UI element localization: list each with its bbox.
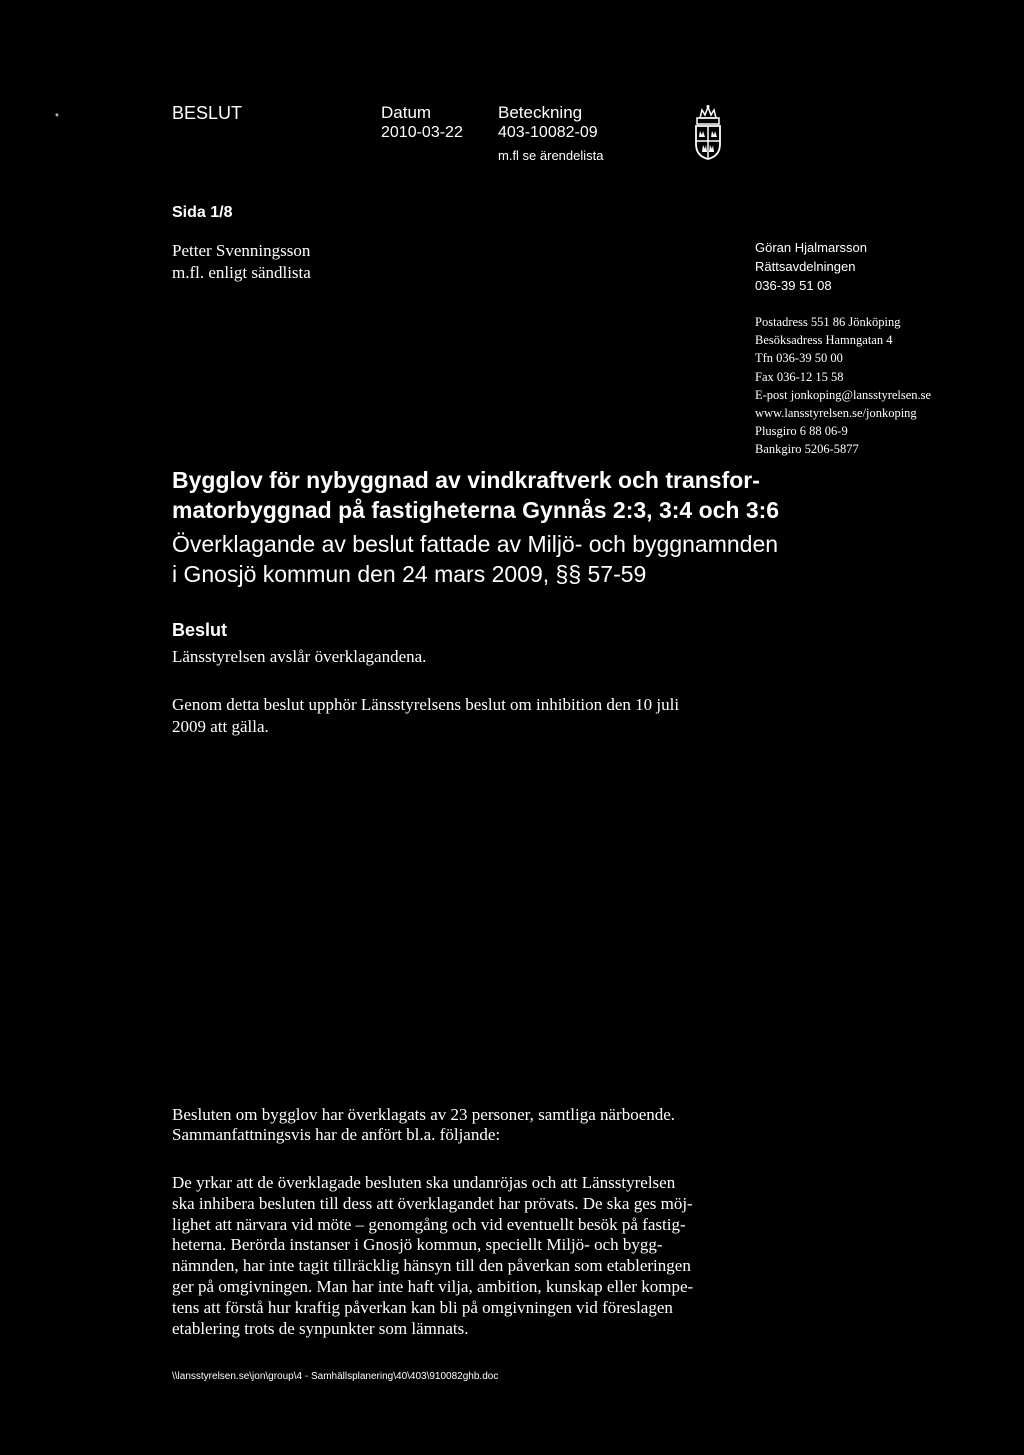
- decision-paragraph: Länsstyrelsen avslår överklagandena.: [172, 647, 427, 666]
- coat-of-arms-icon: [692, 104, 724, 160]
- contact-block: [755, 313, 931, 459]
- document-type: BESLUT: [172, 103, 243, 123]
- claims-line: nämnden, har inte tagit tillräcklig hänsyn till den påverkan som etableringen: [172, 1256, 691, 1276]
- sender-department: Rättsavdelningen: [755, 259, 856, 274]
- inhibition-line-2: 2009 att gälla.: [172, 717, 269, 736]
- document-subtitle: [172, 529, 812, 589]
- title-line-1: Bygglov för nybyggnad av vindkraftverk och transfor-: [172, 467, 760, 493]
- visit-address: Besöksadress Hamngatan 4: [755, 333, 893, 348]
- reference-value: 403-10082-09: [498, 124, 598, 141]
- claims-paragraph: [172, 1173, 772, 1339]
- claims-line: ger på omgivningen. Man har inte haft vilja, ambition, kunskap eller kompe-: [172, 1276, 694, 1296]
- inhibition-line-1: Genom detta beslut upphör Länsstyrelsens beslut om inhibition den 10 juli: [172, 695, 680, 714]
- claims-line: tens att förstå hur kraftig påverkan kan bli på omgivningen vid föreslagen: [172, 1297, 673, 1317]
- summary-paragraph: [172, 1105, 792, 1145]
- claims-line: lighet att närvara vid möte – genomgång och vid eventuellt besök på fastig-: [172, 1214, 686, 1234]
- date-label: Datum: [381, 103, 432, 122]
- claims-line: etablering trots de synpunkter som lämnats.: [172, 1318, 469, 1338]
- claims-line: ska inhibera besluten till dess att överklagandet har prövats. De ska ges möj-: [172, 1193, 693, 1213]
- fax-number: Fax 036-12 15 58: [755, 369, 844, 384]
- date-value: 2010-03-22: [381, 124, 463, 141]
- inhibition-paragraph: [172, 694, 772, 738]
- sender-block: [755, 238, 867, 295]
- subtitle-line-1: Överklagande av beslut fattade av Miljö- och byggnamnden: [172, 531, 779, 557]
- reference-label: Beteckning: [498, 103, 583, 122]
- sender-name: Göran Hjalmarsson: [755, 240, 867, 255]
- claims-line: De yrkar att de överklagade besluten ska undanröjas och att Länsstyrelsen: [172, 1173, 676, 1192]
- claims-line: heterna. Berörda instanser i Gnosjö kommun, speciellt Miljö- och bygg-: [172, 1235, 663, 1255]
- reference-note: m.fl se ärendelista: [498, 148, 604, 163]
- summary-line-1: Besluten om bygglov har överklagats av 23 personer, samtliga närboende.: [172, 1105, 676, 1124]
- footer-file-path: \\lansstyrelsen.se\jon\group\4 - Samhällsplanering\40\403\910082ghb.doc: [172, 1371, 499, 1382]
- page-number: Sida 1/8: [172, 204, 233, 221]
- recipient-block: [172, 240, 311, 284]
- section-heading-beslut: Beslut: [172, 620, 228, 640]
- recipient-line2: m.fl. enligt sändlista: [172, 263, 311, 282]
- header-mark: *: [55, 112, 59, 123]
- plusgiro: Plusgiro 6 88 06-9: [755, 424, 848, 439]
- postal-address: Postadress 551 86 Jönköping: [755, 315, 901, 329]
- bankgiro: Bankgiro 5206-5877: [755, 442, 859, 457]
- document-title: [172, 465, 812, 525]
- sender-phone: 036-39 51 08: [755, 278, 832, 293]
- website: www.lansstyrelsen.se/jonkoping: [755, 406, 917, 421]
- summary-line-2: Sammanfattningsvis har de anfört bl.a. följande:: [172, 1125, 501, 1144]
- email-address: E-post jonkoping@lansstyrelsen.se: [755, 387, 932, 402]
- title-line-2: matorbyggnad på fastigheterna Gynnås 2:3, 3:4 och 3:6: [172, 497, 780, 523]
- phone-number: Tfn 036-39 50 00: [755, 351, 843, 366]
- subtitle-line-2: i Gnosjö kommun den 24 mars 2009, §§ 57-59: [172, 561, 647, 587]
- recipient-name: Petter Svenningsson: [172, 241, 311, 260]
